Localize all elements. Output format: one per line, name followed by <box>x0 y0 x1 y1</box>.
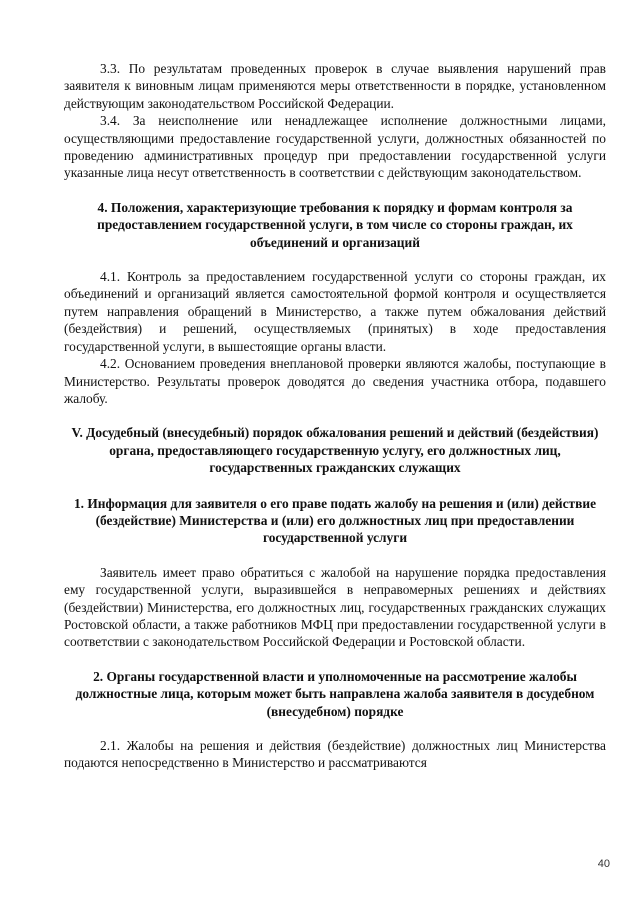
section-4-heading: 4. Положения, характеризующие требования к порядку и формам контроля за предоставлением государственной услуги, в том числе со стороны граждан, их объединений и организаций <box>97 199 573 250</box>
page-number: 40 <box>597 858 610 870</box>
paragraph-applicant-right: Заявитель имеет право обратиться с жалобой на нарушение порядка предоставления ему государственной услуги, выразившейся в неправомерных решениях и действиях (бездействии) Министерства, его должностных лиц, государственных гражданских служащих Ростовской области, а также работников МФЦ при предоставлении государственной услуги в соответствии с законодательством Российской Федерации и Ростовской области. <box>64 564 606 650</box>
paragraph-2-1: 2.1. Жалобы на решения и действия (бездействие) должностных лиц Министерства подаются непосредственно в Министерство и рассматриваются <box>64 738 606 771</box>
subsection-2-heading: 2. Органы государственной власти и уполномоченные на рассмотрение жалобы должностные лица, которым может быть направлена жалоба заявителя в досудебном (внесудебном) порядке <box>75 668 595 719</box>
paragraph-3-4: 3.4. За неисполнение или ненадлежащее исполнение должностными лицами, осуществляющими предоставление государственной услуги, должностных обязанностей по проведению административных процедур при предоставлении государственной услуги указанные лица несут ответственность в соответствии с действующим законодательством. <box>64 113 606 181</box>
paragraph-4-1: 4.1. Контроль за предоставлением государственной услуги со стороны граждан, их объединений и организаций является самостоятельной формой контроля и осуществляется путем направления обращений в Министерство, а также путем обжалования действий (бездействия) и решений, осуществляемых (принятых) в ходе предоставления государственной услуги, в вышестоящие органы власти. <box>64 269 606 354</box>
paragraph-3-3: 3.3. По результатам проведенных проверок в случае выявления нарушений прав заявителя к виновным лицам применяются меры ответственности в порядке, установленном действующим законодательством Российской Федерации. <box>64 61 606 111</box>
section-v-heading: V. Досудебный (внесудебный) порядок обжалования решений и действий (бездействия) органа, предоставляющего государственную услугу, его должностных лиц, государственных гражданских служащих <box>71 425 599 476</box>
paragraph-4-2: 4.2. Основанием проведения внеплановой проверки являются жалобы, поступающие в Министерство. Результаты проверок доводятся до сведения участника отбора, подавшего жалобу. <box>64 356 606 406</box>
subsection-1-heading: 1. Информация для заявителя о его праве подать жалобу на решения и (или) действие (бездействие) Министерства и (или) его должностных лиц при предоставлении государственной услуги <box>73 495 597 546</box>
